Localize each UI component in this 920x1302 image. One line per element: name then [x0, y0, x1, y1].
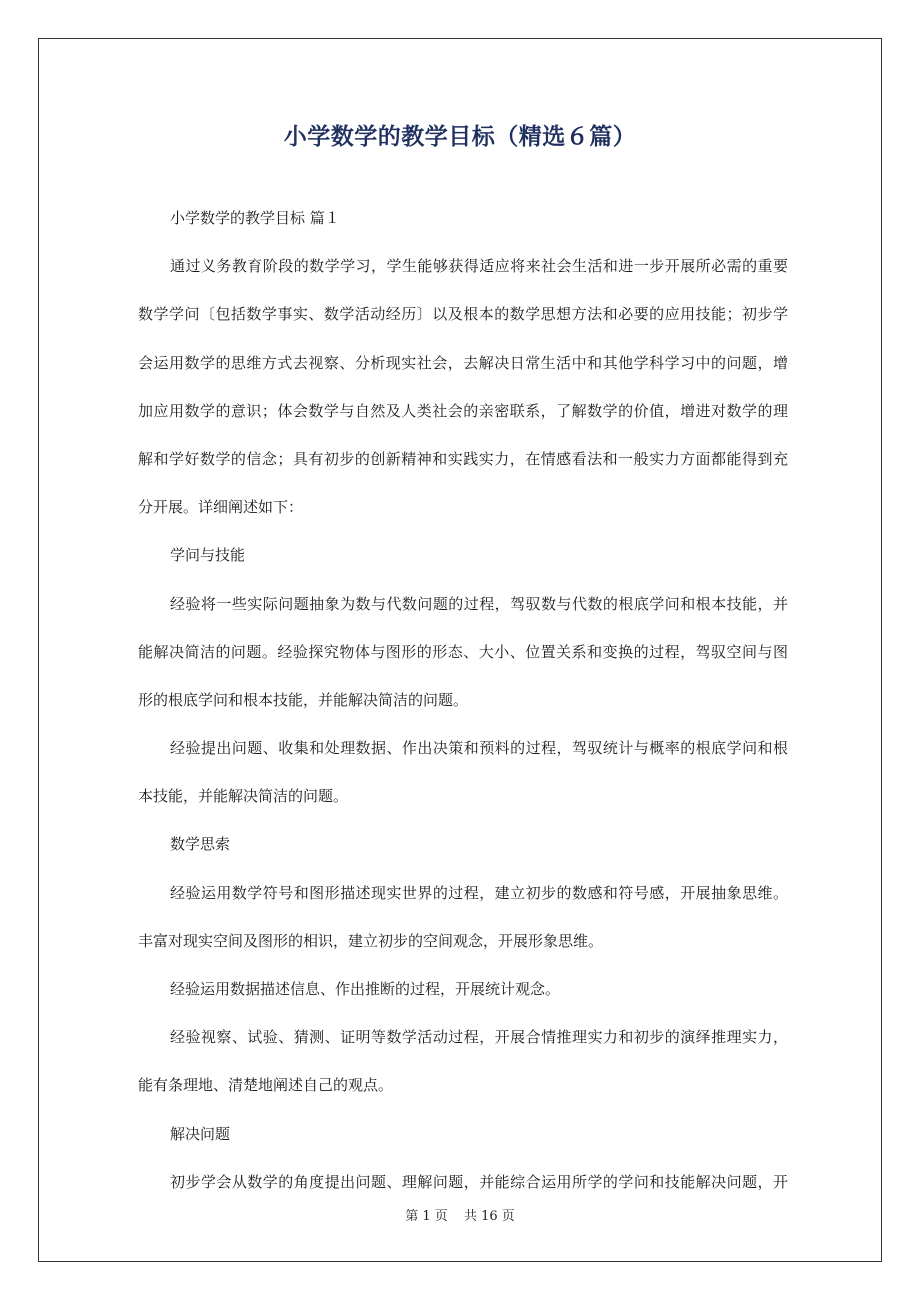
body-text-line: 丰富对现实空间及图形的相识，建立初步的空间观念，开展形象思维。 — [138, 931, 604, 950]
section-heading: 学问与技能 — [170, 546, 246, 565]
section-heading: 小学数学的教学目标 篇１ — [170, 209, 340, 227]
body-text-line: 通过义务教育阶段的数学学习，学生能够获得适应将来社会生活和进一步开展所必需的重要 — [170, 257, 788, 276]
body-text-line: 数学学问〔包括数学事实、数学活动经历〕以及根本的数学思想方法和必要的应用技能；初步学 — [138, 305, 788, 324]
document-body — [138, 194, 788, 1206]
section-heading: 解决问题 — [170, 1124, 231, 1143]
body-text-line: 本技能，并能解决简洁的问题。 — [138, 787, 349, 806]
body-text-line: 经验提出问题、收集和处理数据、作出决策和预料的过程，驾驭统计与概率的根底学问和根 — [170, 739, 788, 758]
body-text-line: 经验运用数据描述信息、作出推断的过程，开展统计观念。 — [170, 980, 561, 998]
body-text-line: 经验视察、试验、猜测、证明等数学活动过程，开展合情推理实力和初步的演绎推理实力， — [170, 1028, 788, 1047]
total-pages: 共 16 页 — [463, 1209, 515, 1224]
page-number: 第 1 页 — [405, 1209, 448, 1224]
body-text-line: 会运用数学的思维方式去视察、分析现实社会，去解决日常生活中和其他学科学习中的问题，增 — [138, 353, 788, 372]
body-text-line: 加应用数学的意识；体会数学与自然及人类社会的亲密联系，了解数学的价值，增进对数学的理 — [138, 401, 788, 420]
body-text-line: 解和学好数学的信念；具有初步的创新精神和实践实力，在情感看法和一般实力方面都能得到充 — [138, 449, 788, 468]
body-text-line: 能解决简洁的问题。经验探究物体与图形的形态、大小、位置关系和变换的过程，驾驭空间与图 — [138, 642, 788, 661]
body-text-line: 分开展。详细阐述如下： — [138, 498, 304, 517]
body-text-line: 经验将一些实际问题抽象为数与代数问题的过程，驾驭数与代数的根底学问和根本技能，并 — [170, 594, 788, 613]
document-title: 小学数学的教学目标（精选６篇） — [283, 124, 637, 150]
body-text-line: 能有条理地、清楚地阐述自己的观点。 — [138, 1076, 394, 1095]
page-footer — [0, 1205, 920, 1224]
body-text-line: 初步学会从数学的角度提出问题、理解问题，并能综合运用所学的学问和技能解决问题，开 — [170, 1172, 788, 1191]
body-text-line: 形的根底学问和根本技能，并能解决简洁的问题。 — [138, 690, 469, 709]
body-text-line: 经验运用数学符号和图形描述现实世界的过程，建立初步的数感和符号感，开展抽象思维。 — [170, 883, 788, 902]
section-heading: 数学思索 — [170, 835, 231, 854]
